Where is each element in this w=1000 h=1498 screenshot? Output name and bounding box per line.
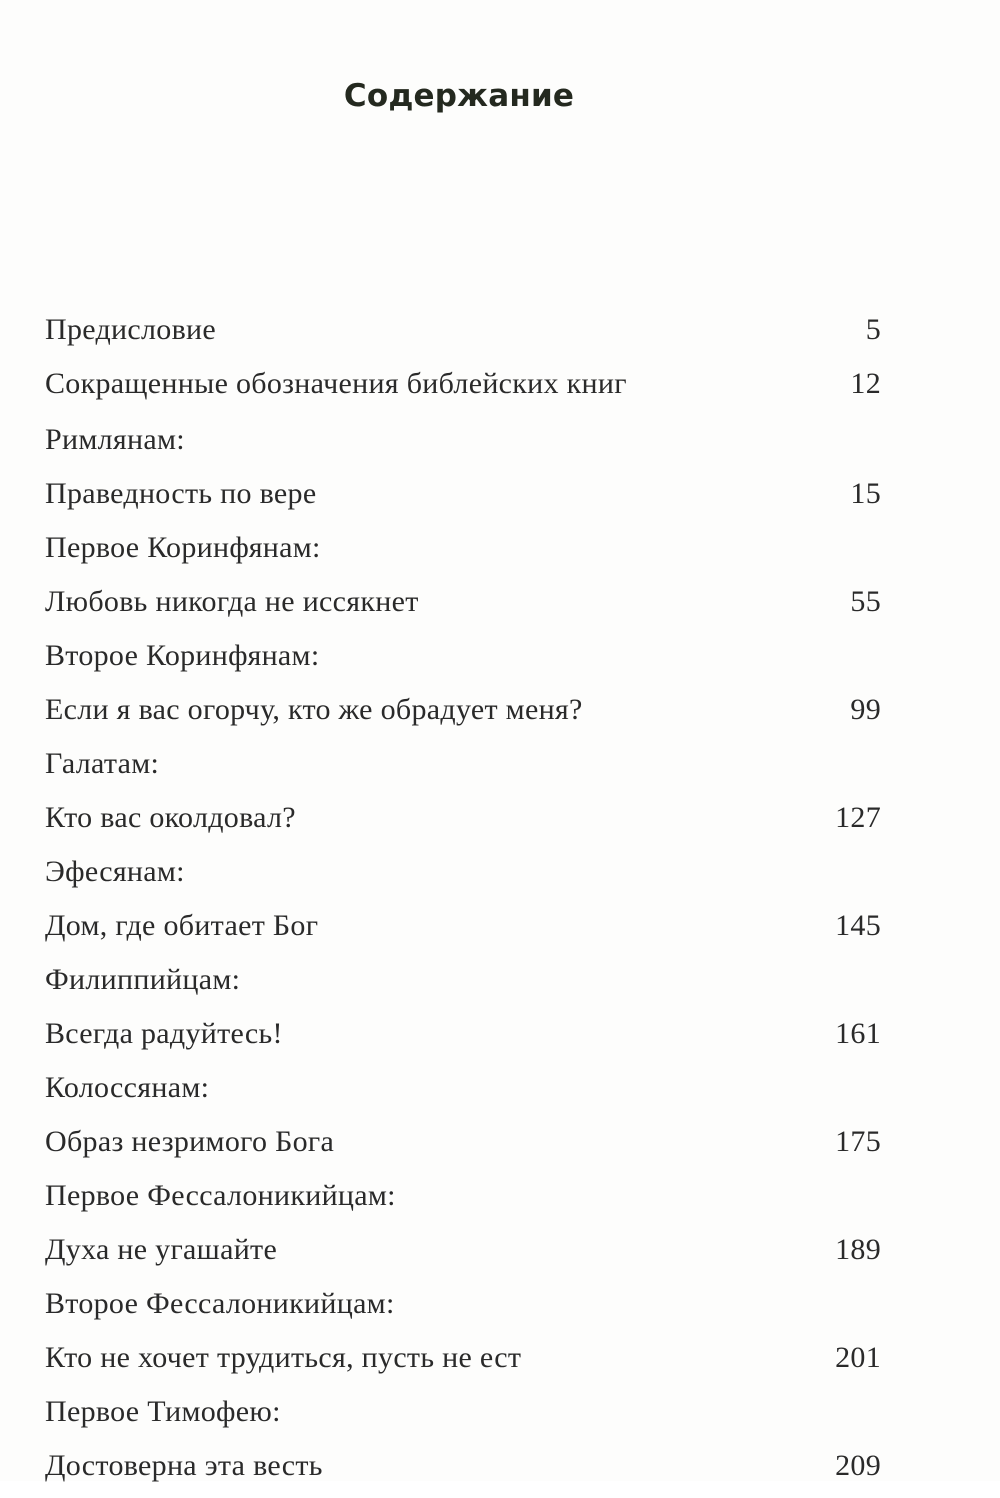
entry-title: Сокращенные обозначения библейских книг <box>45 367 627 400</box>
entry-book: Второе Фессалоникийцам: <box>45 1287 395 1320</box>
entry-page-number: 99 <box>850 693 881 726</box>
toc-entry <box>45 1066 881 1164</box>
entry-page-number: 55 <box>850 585 881 618</box>
entry-page-number: 161 <box>835 1017 881 1050</box>
toc-entry <box>45 1174 881 1272</box>
entry-page-number: 15 <box>850 477 881 510</box>
entry-page-number: 189 <box>835 1233 881 1266</box>
entry-book: Римлянам: <box>45 423 185 456</box>
toc-entry <box>45 526 881 624</box>
entry-title: Дом, где обитает Бог <box>45 909 319 942</box>
entry-title: Духа не угашайте <box>45 1233 278 1266</box>
table-of-contents <box>45 308 881 1498</box>
entry-book: Первое Фессалоникийцам: <box>45 1179 396 1212</box>
entry-title: Кто вас околдовал? <box>45 801 296 834</box>
page-title: Содержание <box>343 78 575 114</box>
entry-book: Филиппийцам: <box>45 963 241 996</box>
entry-book: Колоссянам: <box>45 1071 210 1104</box>
toc-entry <box>45 362 881 406</box>
entry-title: Всегда радуйтесь! <box>45 1017 283 1050</box>
entry-title: Если я вас огорчу, кто же обрадует меня? <box>45 693 583 726</box>
entry-page-number: 12 <box>850 367 881 400</box>
toc-entry <box>45 1282 881 1380</box>
entry-title: Достоверна эта весть <box>45 1449 323 1482</box>
toc-entry <box>45 742 881 840</box>
entry-book: Галатам: <box>45 747 160 780</box>
entry-title: Кто не хочет трудиться, пусть не ест <box>45 1341 522 1374</box>
toc-entry <box>45 418 881 516</box>
entry-title: Образ незримого Бога <box>45 1125 335 1158</box>
toc-entry <box>45 634 881 732</box>
entry-title: Предисловие <box>45 313 217 346</box>
entry-book: Второе Коринфянам: <box>45 639 320 672</box>
entry-title: Любовь никогда не иссякнет <box>45 585 419 618</box>
toc-entry <box>45 850 881 948</box>
entry-book: Первое Коринфянам: <box>45 531 321 564</box>
entry-page-number: 145 <box>835 909 881 942</box>
toc-entry <box>45 1390 881 1488</box>
entry-page-number: 201 <box>835 1341 881 1374</box>
entry-page-number: 5 <box>865 313 881 346</box>
entry-page-number: 175 <box>835 1125 881 1158</box>
entry-title: Праведность по вере <box>45 477 317 510</box>
entry-book: Эфесянам: <box>45 855 185 888</box>
toc-entry <box>45 958 881 1056</box>
entry-page-number: 209 <box>835 1449 881 1482</box>
entry-page-number: 127 <box>835 801 881 834</box>
entry-book: Первое Тимофею: <box>45 1395 281 1428</box>
toc-entry <box>45 308 881 352</box>
